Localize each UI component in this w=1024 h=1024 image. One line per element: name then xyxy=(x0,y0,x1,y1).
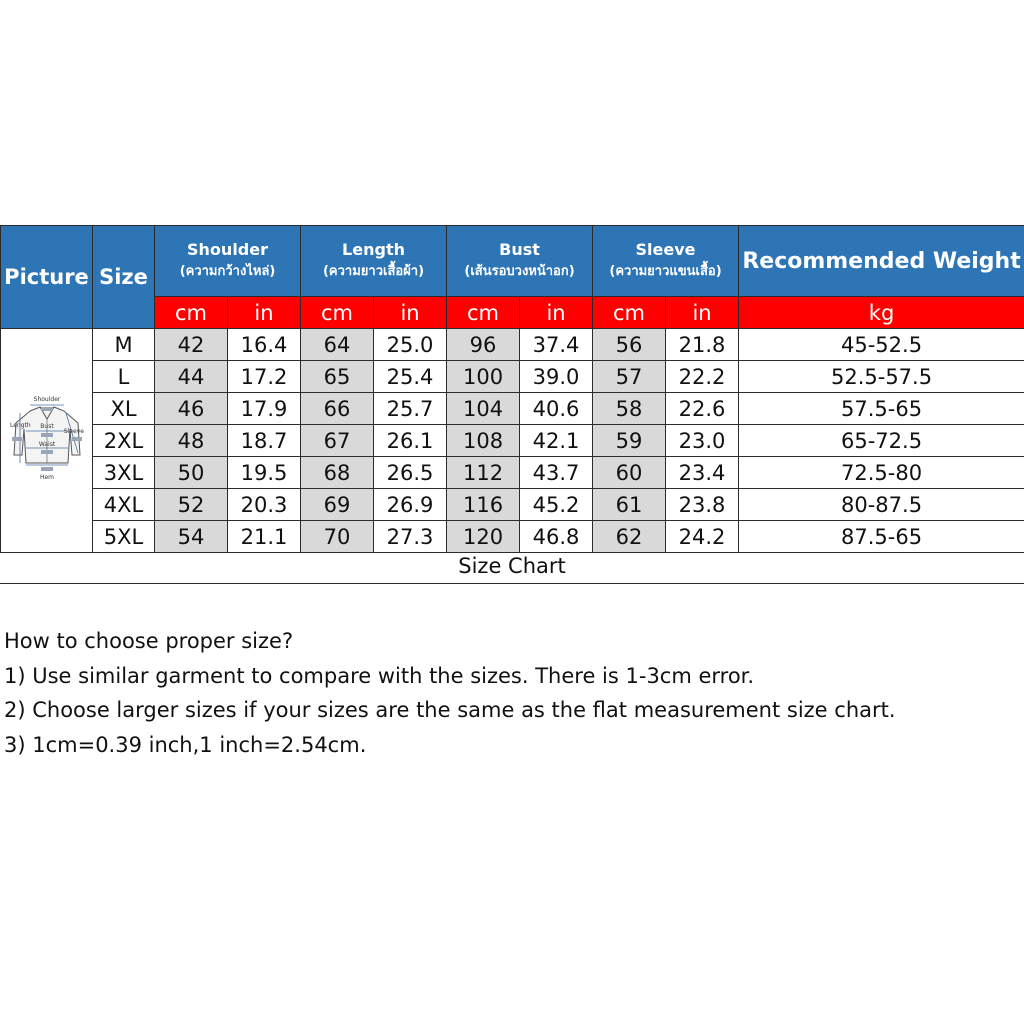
bust-in-cell: 43.7 xyxy=(520,457,593,489)
bust-cm-cell: 116 xyxy=(447,489,520,521)
picture-header: Picture xyxy=(1,226,93,329)
diagram-label-shoulder: Shoulder xyxy=(33,396,60,403)
bust-cm-cell: 96 xyxy=(447,329,520,361)
note-item: 3) 1cm=0.39 inch,1 inch=2.54cm. xyxy=(4,732,367,757)
length-in-cell: 26.5 xyxy=(374,457,447,489)
size-cell: XL xyxy=(93,393,155,425)
unit-cm: cm xyxy=(593,297,666,329)
shoulder-in-cell: 18.7 xyxy=(228,425,301,457)
sleeve-cm-cell: 58 xyxy=(593,393,666,425)
shoulder-cm-cell: 46 xyxy=(155,393,228,425)
unit-cm: cm xyxy=(447,297,520,329)
bust-in-cell: 42.1 xyxy=(520,425,593,457)
note-item: 1) Use similar garment to compare with the sizes. There is 1-3cm error. xyxy=(4,663,755,688)
unit-kg: kg xyxy=(739,297,1024,329)
note-item: 2) Choose larger sizes if your sizes are the same as the flat measurement size chart. xyxy=(4,698,896,722)
shoulder-cm-cell: 50 xyxy=(155,457,228,489)
size-chart-caption: Size Chart xyxy=(0,548,1024,584)
diagram-label-hem: Hem xyxy=(39,474,54,481)
size-header: Size xyxy=(93,226,155,329)
sleeve-in-cell: 22.2 xyxy=(666,361,739,393)
weight-cell: 65-72.5 xyxy=(739,425,1024,457)
length-cm-cell: 67 xyxy=(301,425,374,457)
table-row xyxy=(1,329,1024,361)
weight-cell: 80-87.5 xyxy=(739,489,1024,521)
sleeve-cm-cell: 56 xyxy=(593,329,666,361)
size-cell: 2XL xyxy=(93,425,155,457)
unit-in: in xyxy=(228,297,301,329)
shoulder-in-cell: 17.2 xyxy=(228,361,301,393)
unit-cm: cm xyxy=(155,297,228,329)
unit-in: in xyxy=(666,297,739,329)
unit-cm: cm xyxy=(301,297,374,329)
notes-title: How to choose proper size? xyxy=(4,629,294,653)
shoulder-cm-cell: 52 xyxy=(155,489,228,521)
diagram-label-length: Length xyxy=(9,422,31,429)
sleeve-in-cell: 23.0 xyxy=(666,425,739,457)
shoulder-header: Shoulder (ความกว้างไหล่) xyxy=(155,226,301,297)
size-cell: M xyxy=(93,329,155,361)
diagram-label-bust: Bust xyxy=(39,423,54,430)
length-cm-cell: 70 xyxy=(301,521,374,553)
size-cell: L xyxy=(93,361,155,393)
weight-cell: 52.5-57.5 xyxy=(739,361,1024,393)
shoulder-in-cell: 19.5 xyxy=(228,457,301,489)
weight-cell: 57.5-65 xyxy=(739,393,1024,425)
shoulder-cm-cell: 48 xyxy=(155,425,228,457)
diagram-label-waist: Waist xyxy=(38,441,55,448)
weight-cell: 72.5-80 xyxy=(739,457,1024,489)
bust-in-cell: 45.2 xyxy=(520,489,593,521)
shoulder-cm-cell: 42 xyxy=(155,329,228,361)
bust-header: Bust (เส้นรอบวงหน้าอก) xyxy=(447,226,593,297)
sleeve-cm-cell: 62 xyxy=(593,521,666,553)
size-cell: 3XL xyxy=(93,457,155,489)
table-row xyxy=(1,393,1024,425)
bust-cm-cell: 100 xyxy=(447,361,520,393)
bust-cm-cell: 120 xyxy=(447,521,520,553)
unit-in: in xyxy=(520,297,593,329)
length-in-cell: 25.7 xyxy=(374,393,447,425)
length-cm-cell: 68 xyxy=(301,457,374,489)
sleeve-in-cell: 24.2 xyxy=(666,521,739,553)
sleeve-header: Sleeve (ความยาวแขนเสื้อ) xyxy=(593,226,739,297)
shoulder-cm-cell: 54 xyxy=(155,521,228,553)
sleeve-cm-cell: 60 xyxy=(593,457,666,489)
recommended-weight-header: Recommended Weight xyxy=(739,226,1024,297)
length-in-cell: 25.4 xyxy=(374,361,447,393)
length-header: Length (ความยาวเสื้อผ้า) xyxy=(301,226,447,297)
size-guide-notes xyxy=(4,624,1014,762)
sleeve-cm-cell: 61 xyxy=(593,489,666,521)
size-cell: 5XL xyxy=(93,521,155,553)
bust-in-cell: 39.0 xyxy=(520,361,593,393)
length-cm-cell: 66 xyxy=(301,393,374,425)
bust-in-cell: 40.6 xyxy=(520,393,593,425)
size-cell: 4XL xyxy=(93,489,155,521)
unit-in: in xyxy=(374,297,447,329)
table-row xyxy=(1,361,1024,393)
shoulder-in-cell: 16.4 xyxy=(228,329,301,361)
length-cm-cell: 64 xyxy=(301,329,374,361)
shoulder-in-cell: 17.9 xyxy=(228,393,301,425)
length-in-cell: 27.3 xyxy=(374,521,447,553)
length-in-cell: 26.9 xyxy=(374,489,447,521)
table-row xyxy=(1,425,1024,457)
diagram-label-sleeve: Sleeve xyxy=(63,428,84,435)
bust-cm-cell: 112 xyxy=(447,457,520,489)
sleeve-in-cell: 23.4 xyxy=(666,457,739,489)
length-cm-cell: 69 xyxy=(301,489,374,521)
shirt-icon xyxy=(8,393,86,483)
shoulder-in-cell: 21.1 xyxy=(228,521,301,553)
weight-cell: 87.5-65 xyxy=(739,521,1024,553)
bust-cm-cell: 104 xyxy=(447,393,520,425)
bust-in-cell: 46.8 xyxy=(520,521,593,553)
table-row xyxy=(1,457,1024,489)
bust-cm-cell: 108 xyxy=(447,425,520,457)
sleeve-in-cell: 23.8 xyxy=(666,489,739,521)
shoulder-cm-cell: 44 xyxy=(155,361,228,393)
sleeve-cm-cell: 59 xyxy=(593,425,666,457)
garment-diagram xyxy=(1,329,93,553)
sleeve-cm-cell: 57 xyxy=(593,361,666,393)
sleeve-in-cell: 21.8 xyxy=(666,329,739,361)
table-row xyxy=(1,489,1024,521)
weight-cell: 45-52.5 xyxy=(739,329,1024,361)
bust-in-cell: 37.4 xyxy=(520,329,593,361)
size-chart-table xyxy=(0,225,1024,553)
length-in-cell: 25.0 xyxy=(374,329,447,361)
sleeve-in-cell: 22.6 xyxy=(666,393,739,425)
length-in-cell: 26.1 xyxy=(374,425,447,457)
shoulder-in-cell: 20.3 xyxy=(228,489,301,521)
length-cm-cell: 65 xyxy=(301,361,374,393)
